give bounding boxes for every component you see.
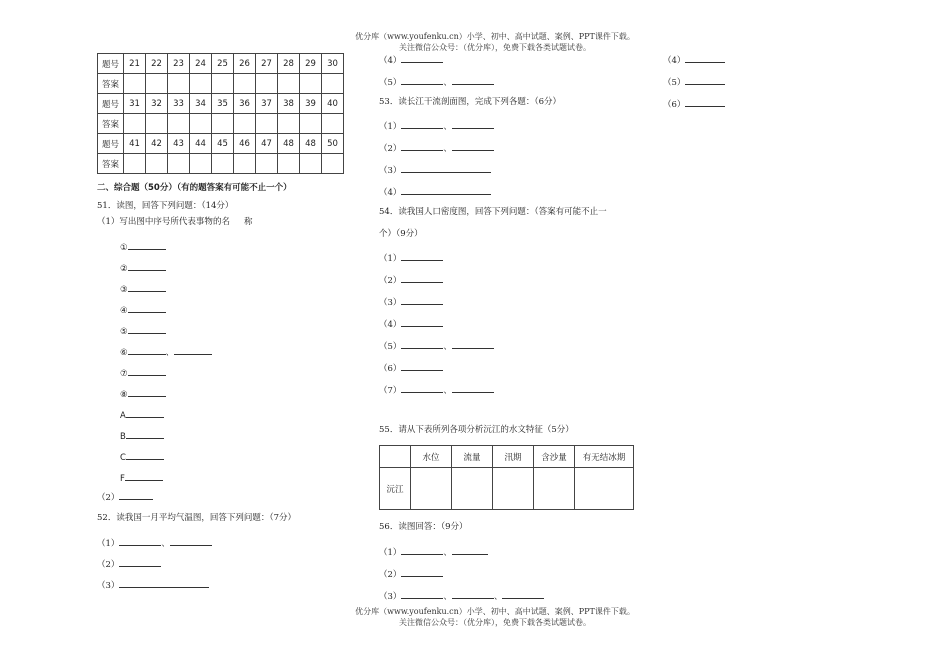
- item-label: （4）: [663, 56, 686, 66]
- question-number: 27: [256, 54, 278, 74]
- answer-line: [379, 273, 443, 287]
- question-number: 47: [256, 134, 278, 154]
- question-number: 35: [212, 94, 234, 114]
- row-label: 沅江: [380, 468, 411, 510]
- answer-cell[interactable]: [256, 74, 278, 94]
- item-label: （2）: [97, 560, 120, 570]
- blank-field[interactable]: [401, 589, 443, 599]
- answer-cell[interactable]: [278, 114, 300, 134]
- item-label: （5）: [663, 78, 686, 88]
- blank-field[interactable]: [128, 240, 166, 250]
- item-label: ③: [120, 285, 128, 295]
- answer-cell[interactable]: [256, 154, 278, 174]
- question-number: 48: [300, 134, 322, 154]
- answer-cell[interactable]: [300, 114, 322, 134]
- table-row: [98, 154, 344, 174]
- answer-line: [379, 589, 544, 603]
- question-number: 50: [322, 134, 344, 154]
- answer-cell[interactable]: [493, 468, 534, 510]
- separator: 、: [161, 539, 170, 549]
- q51-title: 51．读图，回答下列问题：（14分）: [97, 201, 234, 211]
- item-label: C: [120, 453, 126, 463]
- item-label: （5）: [379, 78, 402, 88]
- header-cell: 汛期: [493, 446, 534, 468]
- item-label: （3）: [97, 581, 120, 591]
- q51-sub1: [97, 217, 252, 228]
- item-label: B: [120, 432, 126, 442]
- question-number: 29: [300, 54, 322, 74]
- answer-label: 答案: [98, 154, 124, 174]
- blank-field[interactable]: [119, 578, 209, 588]
- answer-line: [120, 261, 166, 275]
- question-number: 40: [322, 94, 344, 114]
- blank-field[interactable]: [119, 557, 161, 567]
- answer-cell[interactable]: [168, 114, 190, 134]
- item-label: （1）: [97, 539, 120, 549]
- answer-line: [120, 450, 164, 464]
- answer-cell[interactable]: [234, 154, 256, 174]
- answer-cell[interactable]: [322, 74, 344, 94]
- question-number: 33: [168, 94, 190, 114]
- separator: 、: [443, 122, 452, 132]
- question-number: 37: [256, 94, 278, 114]
- answer-cell[interactable]: [234, 114, 256, 134]
- table-row: [98, 54, 344, 74]
- separator: 、: [443, 386, 452, 396]
- answer-cell[interactable]: [190, 154, 212, 174]
- answer-cell[interactable]: [452, 468, 493, 510]
- answer-line: [97, 490, 153, 504]
- answer-line: [97, 536, 212, 550]
- separator: 、: [443, 592, 452, 602]
- item-label: ⑥: [120, 348, 128, 358]
- answer-line: [379, 295, 443, 309]
- q54-title-line-1: 54．读我国人口密度图，回答下列问题：（答案有可能不止一: [379, 207, 607, 217]
- item-label: （2）: [379, 276, 402, 286]
- q51-sub1-b: 事物: [195, 217, 213, 227]
- answer-line: [379, 53, 443, 67]
- item-label: （3）: [379, 166, 402, 176]
- separator: 、: [443, 144, 452, 154]
- blank-field[interactable]: [126, 429, 164, 439]
- answer-cell[interactable]: [146, 154, 168, 174]
- item-label: ⑤: [120, 327, 128, 337]
- answer-cell[interactable]: [300, 154, 322, 174]
- blank-field[interactable]: [452, 119, 494, 129]
- item-label: （6）: [663, 100, 686, 110]
- question-number: 46: [234, 134, 256, 154]
- answer-line: [379, 383, 494, 397]
- question-number: 45: [212, 134, 234, 154]
- blank-field[interactable]: [401, 339, 443, 349]
- answer-line: [379, 339, 494, 353]
- answer-line: [120, 366, 166, 380]
- blank-field[interactable]: [401, 317, 443, 327]
- item-label: A: [120, 411, 126, 421]
- item-label: （2）: [97, 493, 120, 503]
- item-label: （1）: [379, 548, 402, 558]
- answer-cell[interactable]: [322, 114, 344, 134]
- page-footer: [330, 606, 660, 628]
- answer-line: [120, 387, 166, 401]
- answer-line: [663, 97, 725, 111]
- answer-cell[interactable]: [278, 154, 300, 174]
- item-label: （3）: [379, 592, 402, 602]
- question-number: 42: [146, 134, 168, 154]
- question-number: 21: [124, 54, 146, 74]
- answer-line: [97, 578, 209, 592]
- page-header: [330, 31, 660, 53]
- answer-line: [120, 282, 166, 296]
- question-number: 39: [300, 94, 322, 114]
- blank-field[interactable]: [401, 545, 443, 555]
- blank-field[interactable]: [452, 339, 494, 349]
- header-line-1: 优分库（www.youfenku.cn）小学、初中、高中试题、案例、PPT课件下载。: [355, 32, 635, 41]
- answer-cell[interactable]: [124, 74, 146, 94]
- question-number: 41: [124, 134, 146, 154]
- question-number: 22: [146, 54, 168, 74]
- question-number: 25: [212, 54, 234, 74]
- header-line-2: 关注微信公众号：（优分库），免费下载各类试题试卷。: [399, 43, 591, 52]
- question-number: 44: [190, 134, 212, 154]
- answer-cell[interactable]: [212, 154, 234, 174]
- blank-field[interactable]: [401, 185, 491, 195]
- blank-field[interactable]: [452, 141, 494, 151]
- question-number: 36: [234, 94, 256, 114]
- blank-field[interactable]: [128, 261, 166, 271]
- question-number: 38: [278, 94, 300, 114]
- answer-cell[interactable]: [124, 154, 146, 174]
- blank-field[interactable]: [401, 361, 443, 371]
- answer-cell[interactable]: [534, 468, 575, 510]
- item-label: （4）: [379, 320, 402, 330]
- blank-field[interactable]: [126, 408, 164, 418]
- answer-line: [379, 545, 488, 559]
- header-cell: 水位: [411, 446, 452, 468]
- table-row: [98, 94, 344, 114]
- table-row: [98, 74, 344, 94]
- item-label: （4）: [379, 56, 402, 66]
- answer-line: [663, 75, 725, 89]
- question-number: 48: [278, 134, 300, 154]
- question-number: 23: [168, 54, 190, 74]
- answer-line: ⑥ 、: [120, 345, 212, 359]
- q54-title-line-2: 个）（9分）: [379, 229, 423, 239]
- question-number: 43: [168, 134, 190, 154]
- item-label: F: [120, 474, 125, 484]
- item-label: ⑦: [120, 369, 128, 379]
- answer-line: [379, 361, 443, 375]
- separator: 、: [443, 78, 452, 88]
- table-row: [98, 134, 344, 154]
- blank-field[interactable]: [128, 282, 166, 292]
- answer-cell[interactable]: [278, 74, 300, 94]
- blank-field[interactable]: [401, 119, 443, 129]
- blank-field[interactable]: [128, 387, 166, 397]
- answer-line: [120, 429, 164, 443]
- blank-field[interactable]: [126, 450, 164, 460]
- question-number: 26: [234, 54, 256, 74]
- blank-field[interactable]: [401, 163, 491, 173]
- blank-field[interactable]: [685, 97, 725, 107]
- answer-line: [120, 408, 164, 422]
- answer-cell[interactable]: [234, 74, 256, 94]
- item-label: ②: [120, 264, 128, 274]
- answer-cell[interactable]: [124, 114, 146, 134]
- blank-field[interactable]: [401, 251, 443, 261]
- answer-line: [379, 75, 494, 89]
- item-label: （5）: [379, 342, 402, 352]
- answer-line: [120, 471, 163, 485]
- blank-field[interactable]: [401, 75, 443, 85]
- answer-line: [120, 240, 166, 254]
- question-number: 30: [322, 54, 344, 74]
- item-label: （1）: [379, 254, 402, 264]
- blank-field[interactable]: [401, 273, 443, 283]
- blank-field[interactable]: [401, 567, 443, 577]
- answer-table: [97, 53, 344, 174]
- answer-cell[interactable]: [190, 74, 212, 94]
- blank-field[interactable]: [128, 303, 166, 313]
- answer-cell[interactable]: [300, 74, 322, 94]
- blank-field[interactable]: [502, 589, 544, 599]
- header-cell: 有无结冰期: [575, 446, 634, 468]
- blank-field[interactable]: [685, 53, 725, 63]
- item-label: （3）: [379, 298, 402, 308]
- header-cell: 含沙量: [534, 446, 575, 468]
- table-row: [98, 114, 344, 134]
- answer-cell[interactable]: [168, 74, 190, 94]
- answer-cell[interactable]: [212, 74, 234, 94]
- answer-line: [97, 557, 161, 571]
- separator: 、: [443, 342, 452, 352]
- answer-line: [379, 251, 443, 265]
- answer-cell[interactable]: [322, 154, 344, 174]
- blank-field[interactable]: [125, 471, 163, 481]
- item-label: （4）: [379, 188, 402, 198]
- answer-line: [120, 303, 166, 317]
- table-row: [380, 446, 634, 468]
- question-number: 31: [124, 94, 146, 114]
- q51-sub1-a: （1）写出图中序号所代表: [97, 217, 196, 227]
- blank-field[interactable]: [128, 366, 166, 376]
- answer-cell[interactable]: [212, 114, 234, 134]
- item-label: ①: [120, 243, 128, 253]
- blank-field[interactable]: [401, 141, 443, 151]
- header-cell: 流量: [452, 446, 493, 468]
- q51-sub1-d: 称: [243, 217, 253, 227]
- answer-line: [120, 324, 166, 338]
- blank-field[interactable]: [119, 490, 153, 500]
- item-label: ⑧: [120, 390, 128, 400]
- question-number: 24: [190, 54, 212, 74]
- answer-line: [379, 141, 494, 155]
- answer-line: [379, 567, 443, 581]
- question-label: 题号: [98, 94, 124, 114]
- question-number: 34: [190, 94, 212, 114]
- blank-field[interactable]: [401, 383, 443, 393]
- item-label: （2）: [379, 144, 402, 154]
- answer-label: 答案: [98, 74, 124, 94]
- q55-title: 55．请从下表所列各项分析沅江的水文特征（5分）: [379, 425, 574, 435]
- q53-title: 53．读长江干流剖面图，完成下列各题：（6分）: [379, 97, 561, 107]
- header-cell: [380, 446, 411, 468]
- answer-cell[interactable]: [256, 114, 278, 134]
- question-label: 题号: [98, 54, 124, 74]
- answer-line: [379, 185, 491, 199]
- question-number: 32: [146, 94, 168, 114]
- footer-line-1: 优分库（www.youfenku.cn）小学、初中、高中试题、案例、PPT课件下载。: [355, 607, 635, 616]
- blank-field[interactable]: [128, 324, 166, 334]
- answer-line: [663, 53, 725, 67]
- answer-line: [379, 317, 443, 331]
- hydrology-table: [379, 445, 634, 510]
- answer-cell[interactable]: [411, 468, 452, 510]
- blank-field[interactable]: [452, 589, 494, 599]
- item-label: （2）: [379, 570, 402, 580]
- blank-field[interactable]: [685, 75, 725, 85]
- blank-field[interactable]: [452, 383, 494, 393]
- table-row: [380, 468, 634, 510]
- blank-field[interactable]: [401, 295, 443, 305]
- blank-field[interactable]: [452, 75, 494, 85]
- q56-title: 56．读图回答：（9分）: [379, 522, 468, 532]
- answer-cell[interactable]: [146, 74, 168, 94]
- answer-cell[interactable]: [190, 114, 212, 134]
- question-label: 题号: [98, 134, 124, 154]
- answer-label: 答案: [98, 114, 124, 134]
- separator: 、: [493, 592, 503, 602]
- blank-field[interactable]: [128, 345, 166, 355]
- answer-line: [379, 119, 494, 133]
- section-title: 二、综合题（50分）（有的题答案有可能不止一个）: [97, 183, 292, 193]
- q52-title: 52．读我国一月平均气温图，回答下列问题：（7分）: [97, 513, 296, 523]
- answer-cell[interactable]: [575, 468, 634, 510]
- blank-field[interactable]: [119, 536, 161, 546]
- item-label: （1）: [379, 122, 402, 132]
- blank-field[interactable]: [401, 53, 443, 63]
- item-label: ④: [120, 306, 128, 316]
- answer-line: [379, 163, 491, 177]
- separator: 、: [443, 548, 452, 558]
- blank-field[interactable]: [452, 545, 488, 555]
- blank-field[interactable]: [170, 536, 212, 546]
- item-label: （6）: [379, 364, 402, 374]
- q51-sub1-c: 的名: [212, 217, 230, 227]
- answer-cell[interactable]: [146, 114, 168, 134]
- blank-field[interactable]: [174, 345, 212, 355]
- answer-cell[interactable]: [168, 154, 190, 174]
- question-number: 28: [278, 54, 300, 74]
- footer-line-2: 关注微信公众号：（优分库），免费下载各类试题试卷。: [399, 618, 591, 627]
- item-label: （7）: [379, 386, 402, 396]
